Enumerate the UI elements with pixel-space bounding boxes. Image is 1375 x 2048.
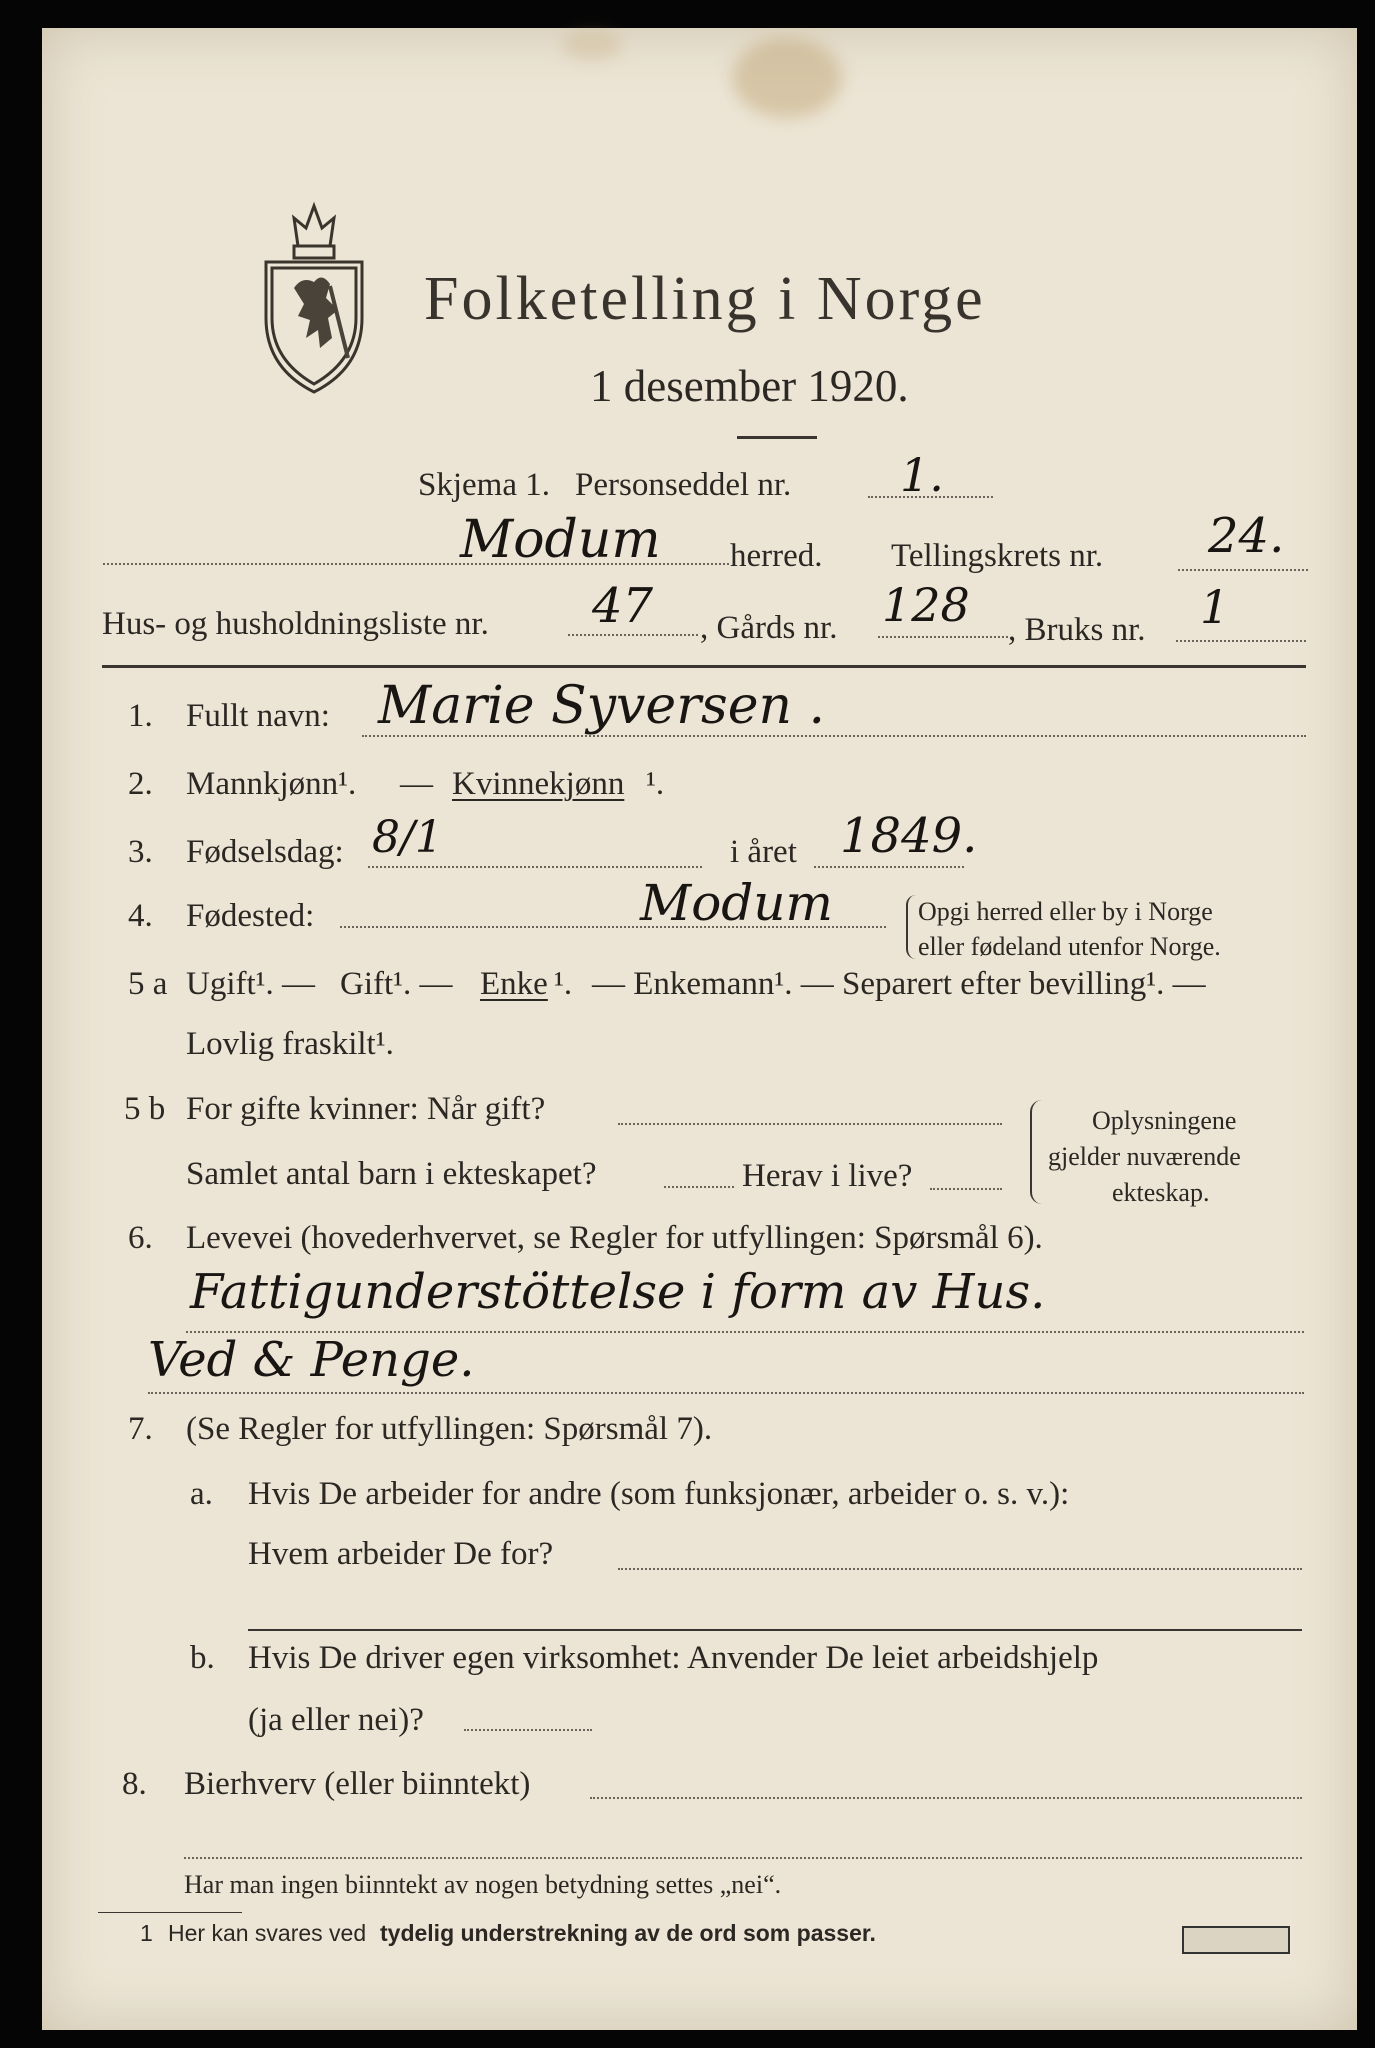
q6-label: Levevei (hovederhvervet, se Regler for utfyllingen: Spørsmål 6). — [186, 1220, 1043, 1256]
occupation-value-line1[interactable]: Fattigunderstöttelse i form av Hus. — [190, 1264, 1046, 1320]
side-income-line[interactable] — [590, 1797, 1302, 1799]
children-count-line — [664, 1186, 734, 1188]
q2-separator: — — [400, 766, 433, 802]
q6-number: 6. — [128, 1220, 153, 1256]
birth-year-value[interactable]: 1849. — [840, 808, 978, 864]
enke-option[interactable]: Enke — [480, 966, 548, 1002]
tellingskrets-line — [1178, 569, 1308, 571]
female-sup: ¹. — [646, 766, 665, 802]
q2-number: 2. — [128, 766, 153, 802]
q5b-brace — [1030, 1100, 1042, 1204]
q4-label: Fødested: — [186, 898, 315, 934]
q7-label: (Se Regler for utfyllingen: Spørsmål 7). — [186, 1411, 713, 1447]
footnote-marker: 1 — [140, 1920, 153, 1946]
male-option[interactable]: Mannkjønn¹. — [186, 766, 357, 802]
q5b-alive-label: Herav i live? — [742, 1158, 913, 1194]
q5b-number: 5 b — [124, 1091, 166, 1127]
q4-note-line1: Opgi herred eller by i Norge — [918, 897, 1213, 926]
q7b-answer-label: (ja eller nei)? — [248, 1702, 424, 1738]
birthday-line — [368, 866, 702, 868]
q5b-children-label: Samlet antal barn i ekteskapet? — [186, 1156, 597, 1192]
q7a-question: Hvis De arbeider for andre (som funksjonær, arbeider o. s. v.): — [248, 1476, 1070, 1512]
children-alive-line — [930, 1188, 1002, 1190]
q4-number: 4. — [128, 898, 153, 934]
paper-stain — [562, 30, 622, 60]
personseddel-value[interactable]: 1. — [900, 448, 944, 502]
page-title: Folketelling i Norge — [424, 265, 986, 333]
occupation-line2 — [148, 1392, 1304, 1394]
q5b-note-line3: ekteskap. — [1112, 1178, 1210, 1207]
husholdning-label: Hus- og husholdningsliste nr. — [102, 606, 489, 642]
occupation-value-line2[interactable]: Ved & Penge. — [148, 1332, 475, 1388]
gards-value[interactable]: 128 — [882, 578, 970, 632]
tellingskrets-label: Tellingskrets nr. — [891, 538, 1104, 574]
husholdning-line — [568, 634, 698, 636]
q7a-letter: a. — [190, 1476, 213, 1512]
q8-label: Bierhverv (eller biinntekt) — [184, 1766, 531, 1802]
q3-label: Fødselsdag: — [186, 834, 344, 870]
q5a-other-options[interactable]: — Enkemann¹. — Separert efter bevilling¹. — — [592, 966, 1206, 1002]
hired-help-line[interactable] — [464, 1729, 592, 1731]
bruks-value[interactable]: 1 — [1200, 580, 1230, 634]
footnote-bold: tydelig understrekning av de ord som passer. — [380, 1920, 876, 1946]
q3-number: 3. — [128, 834, 153, 870]
employer-line[interactable] — [618, 1568, 1302, 1570]
tellingskrets-value[interactable]: 24. — [1208, 508, 1285, 564]
census-date: 1 desember 1920. — [590, 361, 909, 411]
gards-label: , Gårds nr. — [700, 610, 838, 646]
footnote-text: Her kan svares ved — [168, 1920, 367, 1946]
year-label: i året — [730, 834, 797, 870]
birthplace-value[interactable]: Modum — [640, 874, 833, 932]
q5b-note-line1: Oplysningene — [1092, 1106, 1237, 1135]
employer-line2 — [248, 1629, 1302, 1631]
full-name-value[interactable]: Marie Syversen . — [378, 676, 826, 736]
paper-stain — [732, 38, 842, 118]
gift-option[interactable]: Gift¹. — — [340, 966, 453, 1002]
q8-number: 8. — [122, 1766, 147, 1802]
norwegian-coat-of-arms-icon — [258, 198, 370, 398]
bruks-line — [1176, 640, 1306, 642]
female-option[interactable]: Kvinnekjønn — [452, 766, 625, 802]
husholdning-value[interactable]: 47 — [592, 578, 654, 634]
skjema-label: Skjema 1. — [418, 467, 550, 503]
q5a-number: 5 a — [128, 966, 168, 1002]
married-when-line — [618, 1123, 1002, 1125]
q7a-employer-label: Hvem arbeider De for? — [248, 1536, 554, 1572]
q5b-note-line2: gjelder nuværende — [1048, 1142, 1241, 1171]
q8-note: Har man ingen biinntekt av nogen betydning settes „nei“. — [184, 1870, 782, 1899]
footnote-divider — [98, 1912, 242, 1913]
enke-sup: ¹. — [554, 966, 573, 1002]
q7-number: 7. — [128, 1411, 153, 1447]
herred-label: herred. — [730, 538, 823, 574]
q4-note-line2: eller fødeland utenfor Norge. — [918, 932, 1221, 961]
printer-stamp-icon — [1182, 1926, 1290, 1954]
bruks-label: , Bruks nr. — [1008, 612, 1146, 648]
personseddel-label: Personseddel nr. — [575, 467, 792, 503]
birthday-value[interactable]: 8/1 — [372, 812, 443, 863]
side-income-line2 — [184, 1857, 1302, 1859]
fraskilt-option[interactable]: Lovlig fraskilt¹. — [186, 1026, 394, 1062]
header-divider — [102, 665, 1306, 668]
q1-number: 1. — [128, 698, 153, 734]
gards-line — [878, 636, 1008, 638]
q4-brace — [906, 895, 916, 959]
year-line — [814, 866, 964, 868]
q1-label: Fullt navn: — [186, 698, 330, 734]
ugift-option[interactable]: Ugift¹. — — [186, 966, 316, 1002]
herred-value[interactable]: Modum — [460, 510, 661, 570]
q7b-letter: b. — [190, 1640, 215, 1676]
q5b-married-label: For gifte kvinner: Når gift? — [186, 1091, 546, 1127]
title-divider — [737, 436, 817, 439]
q7b-question: Hvis De driver egen virksomhet: Anvender De leiet arbeidshjelp — [248, 1640, 1099, 1676]
